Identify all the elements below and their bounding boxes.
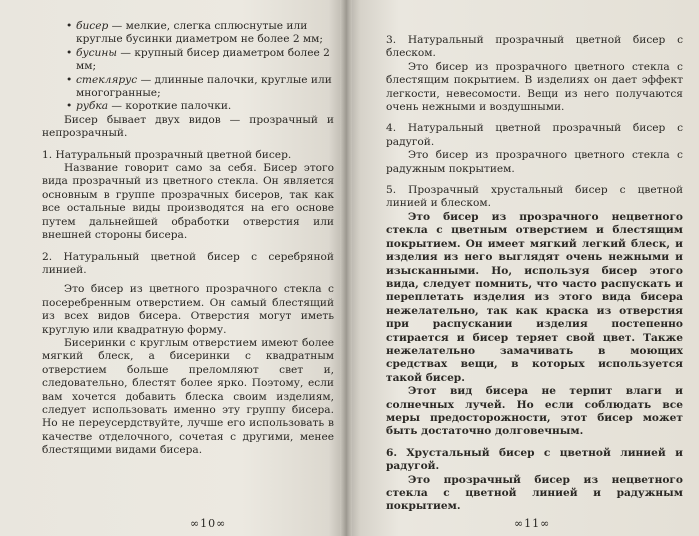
paragraph: Это бисер из прозрачного нецветного стекла с цветным отверстием и блестящим покрытием. Он имеет мягкий легкий блеск, и изделия из него выглядят очень нежными и изысканными. Но, используя бисер этого вида, следует помнить, что часто распускать и переплетать изделия из этого вида бисера нежелательно, так как краска из отверстия при распускании изделия постепенно стирается и бисер теряет свой цвет. Также нежелательно замачивать в моющих средствах вещи, в которых используется такой бисер.	[386, 210, 683, 384]
list-item	[76, 47, 334, 74]
page-number: ∞10∞	[190, 516, 227, 530]
page-number: ∞11∞	[514, 516, 551, 530]
paragraph: Этот вид бисера не терпит влаги и солнечных лучей. Но если соблюдать все меры предосторожности, этот бисер может быть достаточно долговечным.	[386, 385, 683, 438]
term: бисер	[76, 20, 109, 32]
term: бусины	[76, 46, 117, 59]
section-heading-1: 1. Натуральный прозрачный цветной бисер.	[42, 148, 292, 161]
section-heading-6: 6. Хрустальный бисер с цветной линией и радугой.	[386, 446, 683, 473]
definition: — длинные палочки, круглые или многогранные;	[76, 73, 332, 100]
book-gutter	[340, 0, 352, 536]
section-heading-3: 3. Натуральный прозрачный цветной бисер с блеском.	[386, 34, 683, 60]
section-heading-5: 5. Прозрачный хрустальный бисер с цветной линией и блеском.	[386, 184, 683, 210]
definition: — короткие палочки.	[108, 100, 232, 113]
section-heading-4: 4. Натуральный цветной прозрачный бисер с радугой.	[386, 122, 683, 148]
section-heading-2: 2. Натуральный цветной бисер с серебряной линией.	[42, 250, 334, 276]
list-item	[76, 74, 334, 101]
definition: — мелкие, слегка сплюснутые или круглые бусинки диаметром не более 2 мм;	[76, 20, 323, 46]
definition: — крупный бисер диаметром более 2 мм;	[76, 46, 330, 73]
paragraph: Это бисер из цветного прозрачного стекла с посеребренным отверстием. Он самый блестящий из всех видов бисера. Отверстия могут иметь круглую или квадратную форму.	[42, 283, 334, 336]
term: рубка	[76, 100, 109, 113]
intro-paragraph: Бисер бывает двух видов — прозрачный и непрозрачный.	[42, 113, 334, 140]
paragraph: Бисеринки с круглым отверстием имеют более мягкий блеск, а бисеринки с квадратным отверстием больше преломляют свет и, следовательно, блестят более ярко. Поэтому, если вам хочется добавить блеска своим изделиям, следует использовать именно эту группу бисера. Но не переусердствуйте, лучше его использовать в качестве отделочного, сочетая с другими, менее блестящими видами бисера.	[42, 336, 334, 457]
paragraph: Это бисер из прозрачного цветного стекла с радужным покрытием.	[386, 149, 683, 175]
term: стеклярус	[76, 73, 138, 86]
paragraph: Название говорит само за себя. Бисер этого вида прозрачный из цветного стекла. Он является основным в группе прозрачных бисеров, так как все остальные виды производятся на его основе путем дальнейшей обработки отверстия или внешней стороны бисера.	[42, 162, 334, 242]
paragraph: Это бисер из прозрачного цветного стекла с блестящим покрытием. В изделиях он дает эффект легкости, невесомости. Вещи из него получаются очень нежными и воздушными.	[386, 60, 683, 114]
left-page	[0, 0, 346, 536]
list-item	[76, 100, 334, 113]
list-item	[76, 20, 334, 47]
bead-types-list	[76, 20, 334, 114]
paragraph: Это прозрачный бисер из нецветного стекла с цветной линией и радужным покрытием.	[386, 473, 683, 513]
right-page	[346, 0, 699, 536]
